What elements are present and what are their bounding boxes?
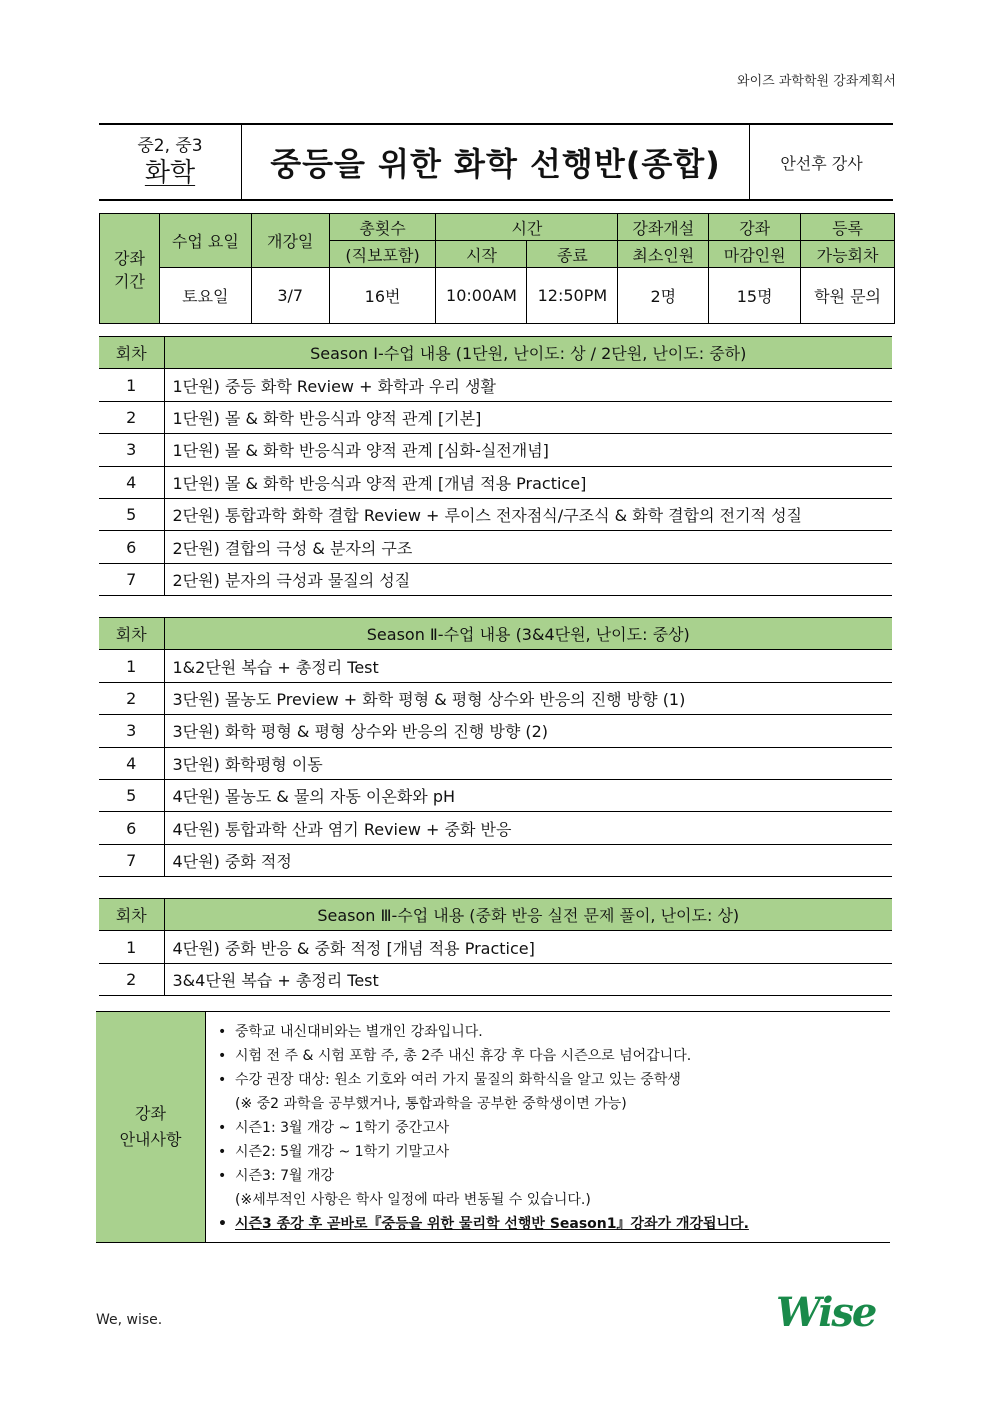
table-row: 1 4단원) 중화 반응 & 중화 적정 [개념 적용 Practice]	[99, 931, 892, 963]
notice-item	[218, 1092, 890, 1116]
notice-item-text: 중학교 내신대비와는 별개인 강좌입니다.	[235, 1024, 483, 1040]
value-enroll: 학원 문의	[801, 268, 895, 324]
notice-item	[218, 1068, 890, 1092]
table-row: 1 1단원) 중등 화학 Review + 화학과 우리 생활	[99, 369, 892, 401]
notice-item-text: 시험 전 주 & 시험 포함 주, 총 2주 내신 휴강 후 다음 시즌으로 넘어갑니다.	[235, 1048, 692, 1064]
table-row: 5 2단원) 통합과학 화학 결합 Review + 루이스 전자점식/구조식 & 화학 결합의 전기적 성질	[99, 498, 892, 530]
notice-item-text: 시즌1: 3월 개강 ~ 1학기 중간고사	[235, 1120, 450, 1136]
bullet-icon: •	[218, 1120, 227, 1136]
header-day: 수업 요일	[159, 214, 251, 268]
document-header: 와이즈 과학학원 강좌계획서	[737, 74, 896, 89]
table-row: 4 1단원) 몰 & 화학 반응식과 양적 관계 [개념 적용 Practice]	[99, 466, 892, 498]
notice-label: 강좌 안내사항	[96, 1012, 206, 1242]
bullet-icon: •	[218, 1024, 227, 1040]
table-row: 7 2단원) 분자의 극성과 물질의 성질	[99, 563, 892, 595]
bullet-icon: •	[218, 1144, 227, 1160]
header-sessions-sub: (직보포함)	[329, 241, 436, 268]
table-row: 4 3단원) 화학평형 이동	[99, 747, 892, 779]
season-2-title: Season Ⅱ-수업 내용 (3&4단원, 난이도: 중상)	[164, 618, 892, 650]
header-time-start: 시작	[436, 241, 527, 268]
notice-item-text: 수강 권장 대상: 원소 기호와 여러 가지 물질의 화학식을 알고 있는 중학생	[235, 1072, 681, 1088]
table-row: 3 1단원) 몰 & 화학 반응식과 양적 관계 [심화-실전개념]	[99, 434, 892, 466]
table-row: 2 3&4단원 복습 + 총정리 Test	[99, 963, 892, 995]
notice-item-text: 시즌3 종강 후 곧바로『중등을 위한 물리학 선행반 Season1』강좌가 개강됩니다.	[235, 1216, 749, 1232]
course-grade-subject	[99, 125, 242, 199]
notice-item	[218, 1116, 890, 1140]
notice-item	[218, 1212, 890, 1236]
course-title: 중등을 위한 화학 선행반(종합)	[242, 125, 750, 199]
table-row: 7 4단원) 중화 적정	[99, 844, 892, 876]
season-2-table	[99, 617, 892, 877]
bullet-icon: •	[218, 1216, 227, 1232]
course-teacher: 안선후 강사	[780, 153, 863, 173]
header-start-date: 개강일	[251, 214, 329, 268]
course-title-box	[99, 123, 893, 201]
table-row: 3 3단원) 화학 평형 & 평형 상수와 반응의 진행 방향 (2)	[99, 715, 892, 747]
header-time: 시간	[436, 214, 618, 241]
period-label: 강좌 기간	[100, 214, 160, 324]
header-max-sub: 마감인원	[709, 241, 801, 268]
header-sessions: 총횟수	[329, 214, 436, 241]
table-row: 2 3단원) 몰농도 Preview + 화학 평형 & 평형 상수와 반응의 진행 방향 (1)	[99, 682, 892, 714]
value-time-start: 10:00AM	[436, 268, 527, 324]
notice-item-text: (※ 중2 과학을 공부했거나, 통합과학을 공부한 중학생이면 가능)	[235, 1096, 627, 1112]
season-3-col-label: 회차	[99, 899, 164, 931]
wise-logo	[776, 1290, 894, 1334]
notice-item	[218, 1188, 890, 1212]
notice-item	[218, 1020, 890, 1044]
bullet-icon: •	[218, 1048, 227, 1064]
course-subject: 화학	[144, 158, 196, 188]
value-start-date: 3/7	[251, 268, 329, 324]
svg-text:Wise: Wise	[776, 1290, 876, 1334]
value-max: 15명	[709, 268, 801, 324]
header-min: 강좌개설	[618, 214, 709, 241]
notice-item-text: 시즌3: 7월 개강	[235, 1168, 335, 1184]
season-3-title: Season Ⅲ-수업 내용 (중화 반응 실전 문제 풀이, 난이도: 상)	[164, 899, 892, 931]
notice-item	[218, 1140, 890, 1164]
header-enroll: 등록	[801, 214, 895, 241]
table-row: 6 4단원) 통합과학 산과 염기 Review + 중화 반응	[99, 812, 892, 844]
header-time-end: 종료	[527, 241, 618, 268]
value-time-end: 12:50PM	[527, 268, 618, 324]
course-grade: 중2, 중3	[137, 136, 203, 156]
table-row: 5 4단원) 몰농도 & 물의 자동 이온화와 pH	[99, 779, 892, 811]
notice-item	[218, 1044, 890, 1068]
value-day: 토요일	[159, 268, 251, 324]
season-3-table	[99, 898, 892, 996]
footer-slogan: We, wise.	[96, 1312, 163, 1328]
value-min: 2명	[618, 268, 709, 324]
season-1-title: Season Ⅰ-수업 내용 (1단원, 난이도: 상 / 2단원, 난이도: 중하)	[164, 337, 892, 369]
value-sessions: 16번	[329, 268, 436, 324]
notice-item-text: 시즌2: 5월 개강 ~ 1학기 기말고사	[235, 1144, 450, 1160]
table-row: 1 1&2단원 복습 + 총정리 Test	[99, 650, 892, 682]
notice-item-text: (※세부적인 사항은 학사 일정에 따라 변동될 수 있습니다.)	[235, 1192, 591, 1208]
table-row: 6 2단원) 결합의 극성 & 분자의 구조	[99, 531, 892, 563]
header-max: 강좌	[709, 214, 801, 241]
season-2-col-label: 회차	[99, 618, 164, 650]
header-min-sub: 최소인원	[618, 241, 709, 268]
season-1-col-label: 회차	[99, 337, 164, 369]
season-1-table	[99, 336, 892, 596]
notice-item	[218, 1164, 890, 1188]
notice-list	[206, 1012, 890, 1242]
table-row: 2 1단원) 몰 & 화학 반응식과 양적 관계 [기본]	[99, 401, 892, 433]
header-enroll-sub: 가능회차	[801, 241, 895, 268]
bullet-icon: •	[218, 1072, 227, 1088]
course-notice	[96, 1011, 890, 1243]
course-info-table	[99, 213, 895, 324]
bullet-icon: •	[218, 1168, 227, 1184]
